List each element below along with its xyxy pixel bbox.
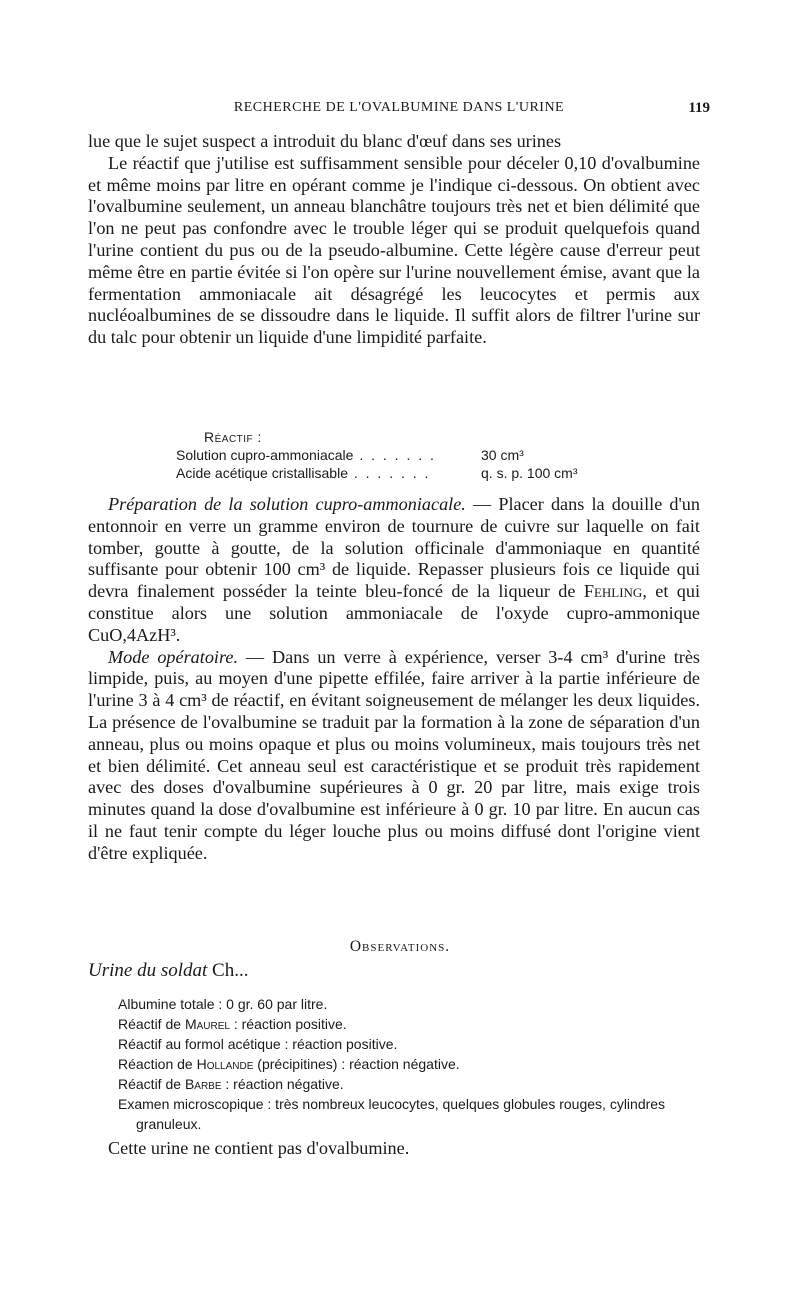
reagent-title: Réactif : (204, 429, 262, 445)
paragraph-sensitivity: Le réactif que j'utilise est suffisamment sensible pour déceler 0,10 d'ovalbumine et même moins par litre en opérant comme je l'indique ci-dessous. On obtient avec l'ovalbumine seulement, un anneau blanchâtre toujours très net et bien délimité que l'on ne peut pas confondre avec le trouble léger qui se produit quelquefois quand l'urine contient du pus ou de la pseudo-albumine. Cette légère cause d'erreur peut même être en partie évitée si l'on opère sur l'urine nouvellement émise, avant que la fermentation ammoniacale ait désagrégé les leucocytes et permis aux nucléoalbumines de se dissoudre dans le liquide. Il suffit alors de filtrer l'urine sur du talc pour obtenir un liquide d'une limpidité parfaite. (88, 152, 700, 348)
reagent-label: Solution cupro-ammoniacale . . . . . . . (176, 447, 436, 463)
list-item: Réactif de Maurel : réaction positive. (118, 1016, 347, 1032)
observations-title: Observations. (349, 938, 451, 955)
reagent-value: q. s. p. 100 cm³ (481, 465, 578, 481)
leader-dots: . . . . . . . (347, 465, 431, 481)
list-item: Réaction de Hollande (précipitines) : réaction négative. (118, 1056, 460, 1072)
list-item: Albumine totale : 0 gr. 60 par litre. (118, 996, 328, 1012)
methods-text (88, 494, 700, 865)
intro-text (88, 131, 700, 349)
list-item: Examen microscopique : très nombreux leucocytes, quelques globules rouges, cylindres granuleux. (118, 1096, 666, 1132)
reagent-value: 30 cm³ (481, 447, 524, 463)
page-header (88, 100, 710, 120)
page-number: 119 (688, 100, 710, 116)
preparation-heading: Préparation de la solution cupro-ammoniacale. (108, 494, 466, 514)
reagent-formula (176, 428, 577, 482)
leader-dots: . . . . . . . (353, 447, 436, 463)
reagent-row (176, 464, 577, 482)
author-name: Fehling (583, 581, 643, 602)
paragraph-continuation: lue que le sujet suspect a introduit du blanc d'œuf dans ses urines (88, 131, 562, 151)
paragraph-preparation: Préparation de la solution cupro-ammoniacale. — Placer dans la douille d'un entonnoir en verre un gramme environ de tournure de cuivre sur laquelle on fait tomber, goutte à goutte, de la solution officinale d'ammoniaque en quantité suffisante pour obtenir 100 cm³ de liquide. Repasser plusieurs fois ce liquide qui devra finalement posséder la teinte bleu-foncé de la liqueur de Fehling, et qui constitue alors une solution ammoniacale de l'oxyde cupro-ammonique CuO,4AzH³. (88, 494, 700, 645)
running-head: RECHERCHE DE L'OVALBUMINE DANS L'URINE (233, 100, 565, 115)
paragraph-mode: Mode opératoire. — Dans un verre à expérience, verser 3-4 cm³ d'urine très limpide, puis, au moyen d'une pipette effilée, faire arriver à la partie inférieure de l'urine 3 à 4 cm³ de réactif, en évitant soigneusement de mélanger les deux liquides. La présence de l'ovalbumine se traduit par la formation à la zone de séparation d'un anneau, plus ou moins opaque et plus ou moins volumineux, mais toujours très net et bien délimité. Cet anneau seul est caractéristique et se produit très rapidement avec des doses d'ovalbumine supérieures à 0 gr. 20 par litre, mais exige trois minutes quand la dose d'ovalbumine est inférieure à 0 gr. 10 par litre. En aucun cas il ne faut tenir compte du léger louche plus ou moins diffusé dont l'origine vient d'être expliquée. (88, 646, 700, 863)
observations-list (118, 994, 708, 1134)
list-item: Réactif au formol acétique : réaction positive. (118, 1036, 398, 1052)
urine-subject: Urine du soldat Ch... (88, 960, 249, 981)
mode-heading: Mode opératoire. (108, 646, 238, 667)
conclusion-text: Cette urine ne contient pas d'ovalbumine. (108, 1138, 410, 1158)
list-item: Réactif de Barbe : réaction négative. (118, 1076, 344, 1092)
reagent-label: Acide acétique cristallisable . . . . . . . (176, 465, 431, 481)
reagent-row (176, 446, 577, 464)
